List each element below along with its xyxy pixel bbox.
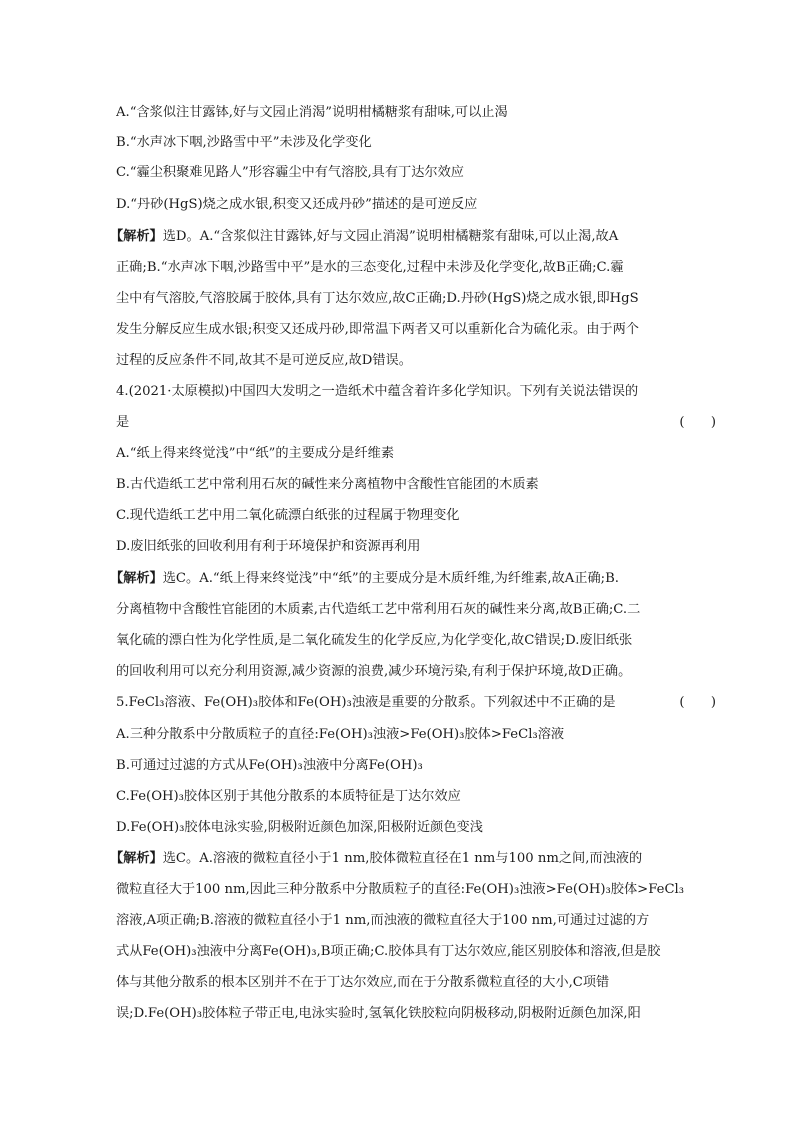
q3-analysis-text-1: 选D。A.“含浆似注甘露钵,好与文园止消渴”说明柑橘糖浆有甜味,可以止渴,故A: [162, 229, 619, 244]
q5-analysis-text-1: 选C。A.溶液的微粒直径小于1 nm,胶体微粒直径在1 nm与100 nm之间,而浊液的: [162, 851, 643, 866]
q3-analysis-line-4: 发生分解反应生成水银;积变又还成丹砂,即常温下两者又可以重新化合为硫化汞。由于两个: [116, 322, 639, 337]
q5-analysis-tag: 【解析】: [110, 851, 163, 866]
q4-answer-paren: ( ): [679, 415, 716, 430]
q4-option-b: B.古代造纸工艺中常利用石灰的碱性来分离植物中含酸性官能团的木质素: [116, 477, 539, 492]
q4-analysis-line-3: 氧化硫的漂白性为化学性质,是二氧化硫发生的化学反应,为化学变化,故C错误;D.废旧纸张: [116, 633, 633, 648]
q4-option-a: A.“纸上得来终觉浅”中“纸”的主要成分是纤维素: [116, 446, 395, 461]
q5-answer-paren: ( ): [679, 695, 716, 710]
q4-analysis-tag: 【解析】: [110, 571, 163, 586]
q4-analysis-line-2: 分离植物中含酸性官能团的木质素,古代造纸工艺中常利用石灰的碱性来分离,故B正确;C.二: [116, 602, 641, 617]
q5-analysis-line-4: 式从Fe(OH)₃浊液中分离Fe(OH)₃,B项正确;C.胶体具有丁达尔效应,能区别胶体和溶液,但是胶: [116, 944, 661, 959]
q5-analysis-line-6: 误;D.Fe(OH)₃胶体粒子带正电,电泳实验时,氢氧化铁胶粒向阴极移动,阴极附近颜色加深,阳: [116, 1006, 641, 1021]
q5-stem-text: 5.FeCl₃溶液、Fe(OH)₃胶体和Fe(OH)₃浊液是重要的分散系。下列叙述中不正确的是: [116, 695, 616, 710]
q3-option-c: C.“霾尘积聚难见路人”形容霾尘中有气溶胶,具有丁达尔效应: [116, 165, 464, 180]
q5-option-b: B.可通过过滤的方式从Fe(OH)₃浊液中分离Fe(OH)₃: [116, 758, 423, 773]
q3-option-d: D.“丹砂(HgS)烧之成水银,积变又还成丹砂”描述的是可逆反应: [116, 197, 478, 212]
q4-stem-line-1: 4.(2021·太原模拟)中国四大发明之一造纸术中蕴含着许多化学知识。下列有关说法错误的: [116, 384, 639, 399]
q4-option-d: D.废旧纸张的回收利用有利于环境保护和资源再利用: [116, 539, 421, 554]
q5-analysis-line-5: 体与其他分散系的根本区别并不在于丁达尔效应,而在于分散系微粒直径的大小,C项错: [116, 975, 610, 990]
q5-option-c: C.Fe(OH)₃胶体区别于其他分散系的本质特征是丁达尔效应: [116, 789, 461, 804]
q3-analysis-line-5: 过程的反应条件不同,故其不是可逆反应,故D错误。: [116, 353, 412, 368]
q5-option-d: D.Fe(OH)₃胶体电泳实验,阴极附近颜色加深,阳极附近颜色变浅: [116, 820, 483, 835]
q5-option-a: A.三种分散系中分散质粒子的直径:Fe(OH)₃浊液>Fe(OH)₃胶体>FeCl₃溶液: [116, 727, 565, 742]
q4-stem-line-2: [116, 410, 716, 436]
q5-analysis-line-2: 微粒直径大于100 nm,因此三种分散系中分散质粒子的直径:Fe(OH)₃浊液>Fe(OH)₃胶体>FeCl₃: [116, 882, 685, 897]
q4-stem-text-2: 是: [116, 415, 130, 430]
q3-option-a: A.“含浆似注甘露钵,好与文园止消渴”说明柑橘糖浆有甜味,可以止渴: [116, 105, 508, 120]
q3-analysis-line-2: 正确;B.“水声冰下咽,沙路雪中平”是水的三态变化,过程中未涉及化学变化,故B正确;C.霾: [116, 260, 624, 275]
q3-option-b: B.“水声冰下咽,沙路雪中平”未涉及化学变化: [116, 135, 372, 150]
q4-analysis-line-1: [110, 566, 750, 592]
q4-analysis-line-4: 的回收利用可以充分利用资源,减少资源的浪费,减少环境污染,有利于保护环境,故D正确。: [116, 664, 632, 679]
q5-analysis-line-1: [110, 846, 750, 872]
q4-analysis-text-1: 选C。A.“纸上得来终觉浅”中“纸”的主要成分是木质纤维,为纤维素,故A正确;B.: [162, 571, 620, 586]
q3-analysis-tag: 【解析】: [110, 229, 163, 244]
q5-stem: [116, 690, 716, 716]
q3-analysis-line-3: 尘中有气溶胶,气溶胶属于胶体,具有丁达尔效应,故C正确;D.丹砂(HgS)烧之成水银,即HgS: [116, 291, 639, 306]
q5-analysis-line-3: 溶液,A项正确;B.溶液的微粒直径小于1 nm,而浊液的微粒直径大于100 nm,可通过过滤的方: [116, 913, 650, 928]
q4-option-c: C.现代造纸工艺中用二氧化硫漂白纸张的过程属于物理变化: [116, 508, 460, 523]
q3-analysis-line-1: [110, 224, 750, 250]
